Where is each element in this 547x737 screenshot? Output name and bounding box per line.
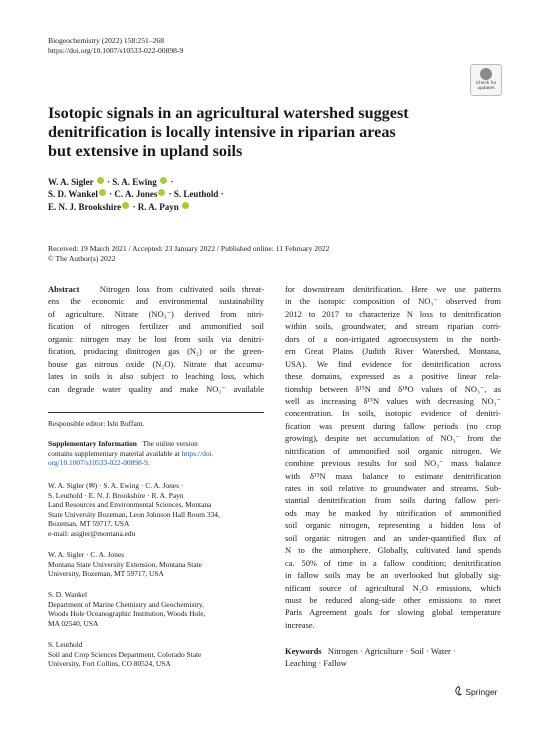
author-name[interactable]: S. A. Ewing [112,177,157,187]
affiliation-line: Soil and Crop Sciences Department, Colorado State [48,649,202,659]
affiliation-line: State University Bozeman, Leon Johnson Hall Room 334, [48,509,220,519]
springer-wordmark: Springer [465,687,498,697]
author-line-2: S. D. Wankel · C. A. Jones · S. Leuthold · [48,189,224,200]
affiliation-line: University, Bozeman, MT 59717, USA [48,569,164,579]
abstract-line: soil organic nitrogen, representing a hidden loss of [285,520,501,531]
abstract-line: Abstract Nitrogen loss from cultivated soils threat- [48,284,264,294]
doi-link[interactable]: https://doi.org/10.1007/s10533-022-00898-9 [48,46,184,55]
abstract-line: well as increasing δ¹⁵N values with decreasing NO₃⁻ [285,395,501,406]
abstract-line: Paris Agreement goals for slowing global temperature [285,607,501,618]
title-line-2: denitrification is locally intensive in riparian areas [48,123,396,142]
abstract-line: ens the economic and environmental sustainability [48,296,264,307]
abstract-line: ca. 50% of time in a fallow condition; denitrification [285,557,501,568]
affiliation-block-1 [48,481,264,539]
abstract-line: 2012 to 2017 to characterize N loss to denitrification [285,308,501,319]
abstract-line: N to the atmosphere. Globally, cultivated land spends [285,545,501,556]
affiliation-line: Woods Hole Oceanographic Institution, Woods Hole, [48,609,206,619]
abstract-line: ods may be masked by nitrification of ammonified [285,507,501,518]
abstract-line: increase. [285,619,315,630]
affiliation-line: Department of Marine Chemistry and Geochemistry, [48,599,204,609]
affiliation-line: Bozeman, MT 59717, USA [48,519,130,529]
author-line-1: W. A. Sigler · S. A. Ewing · [48,177,174,187]
affiliation-block-3 [48,590,264,628]
orcid-icon[interactable] [99,189,106,196]
abstract-line: dors of a non-irrigated agroecosystem in the north- [285,333,501,344]
abstract-line: in the isotopic composition of NO₃⁻ observed from [285,296,501,307]
orcid-icon[interactable] [97,177,104,184]
supp-heading: Supplementary Information [48,439,137,448]
orcid-icon[interactable] [160,177,167,184]
affiliation-block-4 [48,640,264,669]
abstract-line: must be reduced along-side other emissions to meet [285,594,501,605]
abstract-line: nitrification of ammonified soil organic nitrogen. We [285,445,501,456]
title-line-1: Isotopic signals in an agricultural watershed suggest [48,104,409,122]
keywords: Keywords Nitrogen · Agriculture · Soil · Water · Leaching · Fallow [285,646,456,669]
check-for-updates-icon [480,68,492,80]
affiliation-line: Montana State University Extension, Montana State [48,559,202,569]
copyright: © The Author(s) 2022 [48,253,116,263]
author-name[interactable]: W. A. Sigler [48,177,94,187]
article-title [48,104,428,162]
affiliation-line: W. A. Sigler (✉) · S. A. Ewing · C. A. Jones · [48,481,184,490]
supp-link-cont[interactable]: org/10.1007/s10533-022-00898-9 [48,458,148,468]
abstract-line: stantial denitrification from soils during fallow peri- [285,495,501,506]
abstract-line: nificant source of agricultural N₂O emissions, which [285,582,501,593]
author-name[interactable]: C. A. Jones [114,189,158,200]
abstract-line: ern Great Plains (Judith River Watershed, Montana, [285,346,501,357]
badge-line-2: updates [477,86,495,92]
affiliation-line: S. Leuthold · E. N. J. Brookshire · R. A. Payn [48,490,184,500]
abstract-line: rates in soil relative to groundwater and streams. Sub- [285,483,501,493]
check-for-updates-badge[interactable] [470,64,502,96]
affiliation-block-2 [48,550,264,579]
abstract-line: for downstream denitrification. Here we use patterns [285,284,501,294]
affiliation-line: Land Resources and Environmental Sciences, Montana [48,500,212,510]
keywords-heading: Keywords [285,646,322,656]
abstract-line: tionship between δ¹⁵N and δ¹⁸O values of NO₃⁻, as [285,383,501,394]
abstract-line: growing), despite net accumulation of NO₃⁻ from the [285,433,501,444]
abstract-line: in fallow soils may be an overlooked but globally sig- [285,570,501,581]
affiliation-line: S. Leuthold [48,640,83,649]
publication-dates [48,244,329,263]
orcid-icon[interactable] [182,202,189,209]
abstract-line: with δ¹⁵N mass balance to estimate denitrification [285,470,501,481]
affiliation-line: W. A. Sigler · C. A. Jones [48,550,125,559]
responsible-editor: Responsible editor: Ishi Buffam. [48,419,145,428]
author-name[interactable]: R. A. Payn [137,201,179,212]
affiliation-line: S. D. Wankel [48,590,88,599]
orcid-icon[interactable] [122,202,129,209]
title-line-3: but extensive in upland soils [48,142,243,161]
badge-line-1: Check for [475,81,497,86]
abstract-line: lates in soils is also subject to leaching loss, which [48,371,264,382]
abstract-line: of agriculture. Nitrate (NO₃⁻) derived from nitri- [48,308,264,319]
abstract-line: soil organic nitrogen and an under-quantified flux of [285,532,501,543]
abstract-line: fication was present during fallow periods (no crop [285,420,501,431]
springer-logo-icon [454,686,463,696]
email-link[interactable]: e-mail: asigler@montana.edu [48,528,136,538]
abstract-line: these domains, expressed as a positive linear rela- [285,371,501,382]
supplementary-information: Supplementary Information The online version contains supplementary material available at https://doi. org/10.1007/s10533-022-00898-9. [48,439,214,468]
abstract-line: organic nitrogen may be lost from soils via denitri- [48,333,264,344]
abstract-line: concentration. In soils, isotopic evidence of denitri- [285,408,501,419]
author-name[interactable]: S. Leuthold [173,189,219,200]
author-line-3: E. N. J. Brookshire · R. A. Payn [48,201,224,213]
journal-citation: Biogeochemistry (2022) 158:251–268 [48,36,165,45]
abstract-line: can degrade water quality and make NO₃⁻ available [48,383,264,394]
affiliation-line: University, Fort Collins, CO 80524, USA [48,659,171,669]
supp-link[interactable]: https://doi. [181,448,214,458]
affiliation-line: MA 02540, USA [48,618,99,628]
abstract-line: house gas nitrous oxide (N₂O). Nitrate that accumu- [48,358,264,369]
springer-logo [454,686,498,697]
orcid-icon[interactable] [158,189,165,196]
abstract-line: fication, producing dinitrogen gas (N₂) or the green- [48,346,264,357]
abstract-right [285,283,501,631]
abstract-line: within soils, groundwater, and stream riparian corri- [285,321,501,332]
abstract-line: USA). We find evidence for denitrification across [285,358,501,369]
author-name[interactable]: E. N. J. Brookshire [48,201,122,212]
abstract-heading: Abstract [48,284,80,294]
abstract-left [48,283,264,395]
received-accepted-published: Received: 19 March 2021 / Accepted: 23 January 2022 / Published online: 11 February 2022 [48,244,330,253]
author-name[interactable]: S. D. Wankel [48,189,98,200]
author-list [48,176,224,213]
abstract-line: combine previous results for soil NO₃⁻ mass balance [285,458,501,469]
footnote-divider [48,412,264,413]
abstract-line: fication of nitrogen fertilizer and ammonified soil [48,321,264,332]
